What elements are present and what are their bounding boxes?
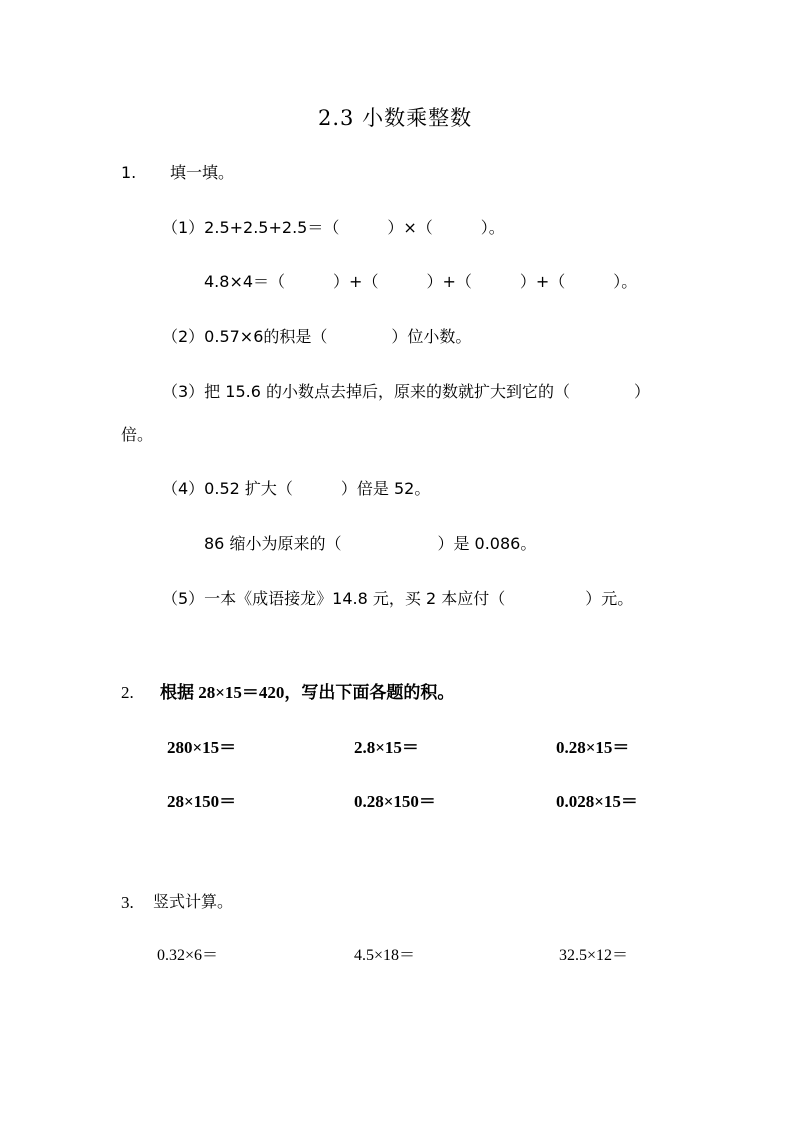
- section-2-item: 280×15＝: [167, 738, 237, 757]
- question-4-line-1: （4）0.52 扩大（ ）倍是 52。: [162, 479, 431, 498]
- question-1-line-2: 4.8×4＝（ ）+（ ）+（ ）+（ ）。: [204, 272, 638, 291]
- question-5: （5）一本《成语接龙》14.8 元，买 2 本应付（ ）元。: [162, 589, 634, 608]
- section-2-item: 28×150＝: [167, 792, 237, 811]
- section-3-heading: 竖式计算。: [153, 892, 234, 911]
- section-3-item: 4.5×18＝: [354, 947, 416, 964]
- question-1-line-1: （1）2.5+2.5+2.5＝（ ）×（ ）。: [162, 218, 505, 237]
- question-3-line-2: 倍。: [121, 425, 154, 444]
- section-2-item: 0.28×150＝: [354, 792, 436, 811]
- page-title: 2.3 小数乘整数: [318, 106, 473, 130]
- question-2: （2）0.57×6的积是（ ）位小数。: [162, 327, 472, 346]
- section-2-heading: 根据 28×15＝420，写出下面各题的积。: [160, 683, 455, 702]
- question-4-line-2: 86 缩小为原来的（ ）是 0.086。: [204, 534, 537, 553]
- section-2-item: 0.28×15＝: [556, 738, 630, 757]
- section-3-item: 0.32×6＝: [157, 947, 219, 964]
- question-3-line-1: （3）把 15.6 的小数点去掉后，原来的数就扩大到它的（ ）: [162, 382, 650, 401]
- section-3-number: 3.: [121, 893, 134, 912]
- section-2-number: 2.: [121, 683, 134, 702]
- section-1-number: 1.: [121, 163, 137, 182]
- section-2-item: 0.028×15＝: [556, 792, 638, 811]
- section-3-item: 32.5×12＝: [559, 947, 629, 964]
- section-2-item: 2.8×15＝: [354, 738, 419, 757]
- section-1-heading: 填一填。: [170, 163, 235, 182]
